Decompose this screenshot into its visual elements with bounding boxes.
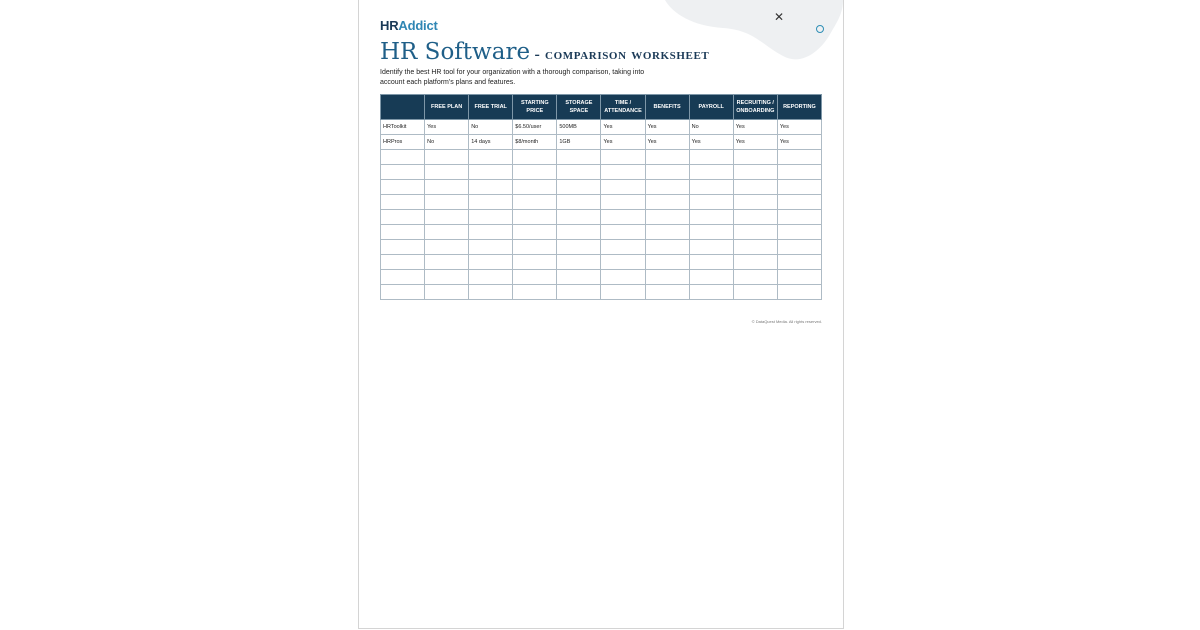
table-cell — [733, 210, 777, 225]
table-cell: HRPros — [381, 135, 425, 150]
table-cell — [513, 180, 557, 195]
table-cell — [381, 210, 425, 225]
table-cell — [381, 150, 425, 165]
table-cell — [557, 180, 601, 195]
table-cell — [645, 225, 689, 240]
table-cell: Yes — [733, 135, 777, 150]
logo: HRAddict — [380, 18, 438, 33]
table-cell — [689, 150, 733, 165]
table-cell — [557, 150, 601, 165]
table-cell — [601, 285, 645, 300]
table-cell — [645, 150, 689, 165]
table-cell — [645, 165, 689, 180]
table-cell — [689, 165, 733, 180]
close-icon[interactable]: ✕ — [773, 10, 785, 24]
table-cell — [425, 270, 469, 285]
table-cell — [557, 225, 601, 240]
table-cell — [645, 180, 689, 195]
table-cell — [777, 165, 821, 180]
table-cell — [689, 255, 733, 270]
table-cell: 1GB — [557, 135, 601, 150]
table-cell — [689, 240, 733, 255]
table-cell — [777, 240, 821, 255]
table-cell: 500MB — [557, 120, 601, 135]
table-cell — [425, 285, 469, 300]
table-cell — [513, 150, 557, 165]
table-cell — [777, 255, 821, 270]
table-cell — [733, 225, 777, 240]
title-rest: - comparison worksheet — [534, 46, 710, 63]
table-cell — [513, 270, 557, 285]
table-cell: Yes — [425, 120, 469, 135]
table-cell — [469, 285, 513, 300]
table-cell — [601, 255, 645, 270]
table-cell — [689, 225, 733, 240]
table-cell: No — [425, 135, 469, 150]
table-cell — [425, 210, 469, 225]
column-header: PAYROLL — [689, 95, 733, 120]
table-cell — [513, 240, 557, 255]
table-cell — [513, 195, 557, 210]
empty-table-row — [381, 165, 822, 180]
empty-table-row — [381, 240, 822, 255]
table-cell — [469, 195, 513, 210]
table-cell — [425, 225, 469, 240]
table-row — [381, 135, 822, 150]
table-cell: No — [469, 120, 513, 135]
column-header: FREE PLAN — [425, 95, 469, 120]
table-cell — [733, 195, 777, 210]
table-cell — [557, 285, 601, 300]
table-cell — [469, 225, 513, 240]
column-header: RECRUITING / ONBOARDING — [733, 95, 777, 120]
table-cell — [689, 195, 733, 210]
table-cell — [777, 225, 821, 240]
table-cell: Yes — [645, 135, 689, 150]
table-cell: HRToolkit — [381, 120, 425, 135]
column-header: STARTING PRICE — [513, 95, 557, 120]
table-cell — [733, 255, 777, 270]
table-cell — [469, 255, 513, 270]
table-cell — [513, 210, 557, 225]
table-cell — [733, 285, 777, 300]
table-cell — [557, 165, 601, 180]
table-cell — [513, 225, 557, 240]
empty-table-row — [381, 225, 822, 240]
column-header — [381, 95, 425, 120]
subtitle: Identify the best HR tool for your organization with a thorough comparison, taking into account each platform's plans and features. — [380, 69, 645, 86]
table-cell — [601, 240, 645, 255]
table-cell: No — [689, 120, 733, 135]
table-cell — [513, 255, 557, 270]
table-cell — [689, 285, 733, 300]
empty-table-row — [381, 270, 822, 285]
table-cell — [689, 210, 733, 225]
table-cell — [513, 285, 557, 300]
circle-icon — [816, 25, 824, 33]
table-cell — [381, 255, 425, 270]
table-cell — [425, 150, 469, 165]
table-cell — [381, 195, 425, 210]
table-cell — [601, 150, 645, 165]
table-cell — [645, 240, 689, 255]
title-main: HR Software — [380, 39, 531, 65]
copyright-footer: © DataQuest Media. All rights reserved. — [751, 319, 822, 324]
table-cell: Yes — [689, 135, 733, 150]
empty-table-row — [381, 255, 822, 270]
table-cell: $8/month — [513, 135, 557, 150]
table-row — [381, 120, 822, 135]
table-cell — [381, 240, 425, 255]
table-cell — [777, 210, 821, 225]
table-cell — [425, 255, 469, 270]
column-header: BENEFITS — [645, 95, 689, 120]
table-cell — [381, 285, 425, 300]
table-cell — [557, 240, 601, 255]
table-cell: Yes — [777, 135, 821, 150]
table-cell — [689, 270, 733, 285]
empty-table-row — [381, 210, 822, 225]
table-cell — [601, 195, 645, 210]
table-header-row — [381, 95, 822, 120]
table-cell — [469, 210, 513, 225]
table-cell: 14 days — [469, 135, 513, 150]
table-cell — [645, 270, 689, 285]
column-header: REPORTING — [777, 95, 821, 120]
table-cell: $6.50/user — [513, 120, 557, 135]
table-cell — [469, 180, 513, 195]
page-title — [380, 39, 709, 65]
table-cell — [601, 165, 645, 180]
table-cell — [381, 225, 425, 240]
table-cell — [425, 240, 469, 255]
table-cell — [733, 165, 777, 180]
table-cell — [557, 210, 601, 225]
table-cell — [557, 195, 601, 210]
worksheet-preview — [358, 0, 844, 629]
comparison-table — [380, 94, 822, 300]
table-cell: Yes — [645, 120, 689, 135]
empty-table-row — [381, 195, 822, 210]
table-cell — [469, 165, 513, 180]
table-cell — [777, 285, 821, 300]
table-cell — [601, 180, 645, 195]
table-cell — [601, 210, 645, 225]
table-cell — [645, 195, 689, 210]
table-cell — [425, 195, 469, 210]
table-cell — [381, 180, 425, 195]
column-header: STORAGE SPACE — [557, 95, 601, 120]
table-cell: Yes — [777, 120, 821, 135]
table-cell — [645, 285, 689, 300]
table-cell — [557, 270, 601, 285]
empty-table-row — [381, 150, 822, 165]
table-cell — [777, 150, 821, 165]
table-cell — [469, 150, 513, 165]
empty-table-row — [381, 180, 822, 195]
table-cell — [689, 180, 733, 195]
column-header: FREE TRIAL — [469, 95, 513, 120]
table-cell — [777, 270, 821, 285]
table-cell — [645, 255, 689, 270]
table-cell — [601, 225, 645, 240]
table-cell — [777, 180, 821, 195]
table-cell — [557, 255, 601, 270]
table-cell — [513, 165, 557, 180]
table-cell — [381, 165, 425, 180]
column-header: TIME / ATTENDANCE — [601, 95, 645, 120]
table-cell: Yes — [601, 135, 645, 150]
table-cell — [645, 210, 689, 225]
table-cell — [733, 270, 777, 285]
table-cell — [469, 240, 513, 255]
table-cell — [733, 240, 777, 255]
table-cell — [733, 150, 777, 165]
table-cell — [425, 180, 469, 195]
empty-table-row — [381, 285, 822, 300]
table-cell — [777, 195, 821, 210]
table-cell — [601, 270, 645, 285]
table-cell — [425, 165, 469, 180]
table-cell — [733, 180, 777, 195]
table-cell — [469, 270, 513, 285]
table-cell: Yes — [733, 120, 777, 135]
table-cell — [381, 270, 425, 285]
table-cell: Yes — [601, 120, 645, 135]
